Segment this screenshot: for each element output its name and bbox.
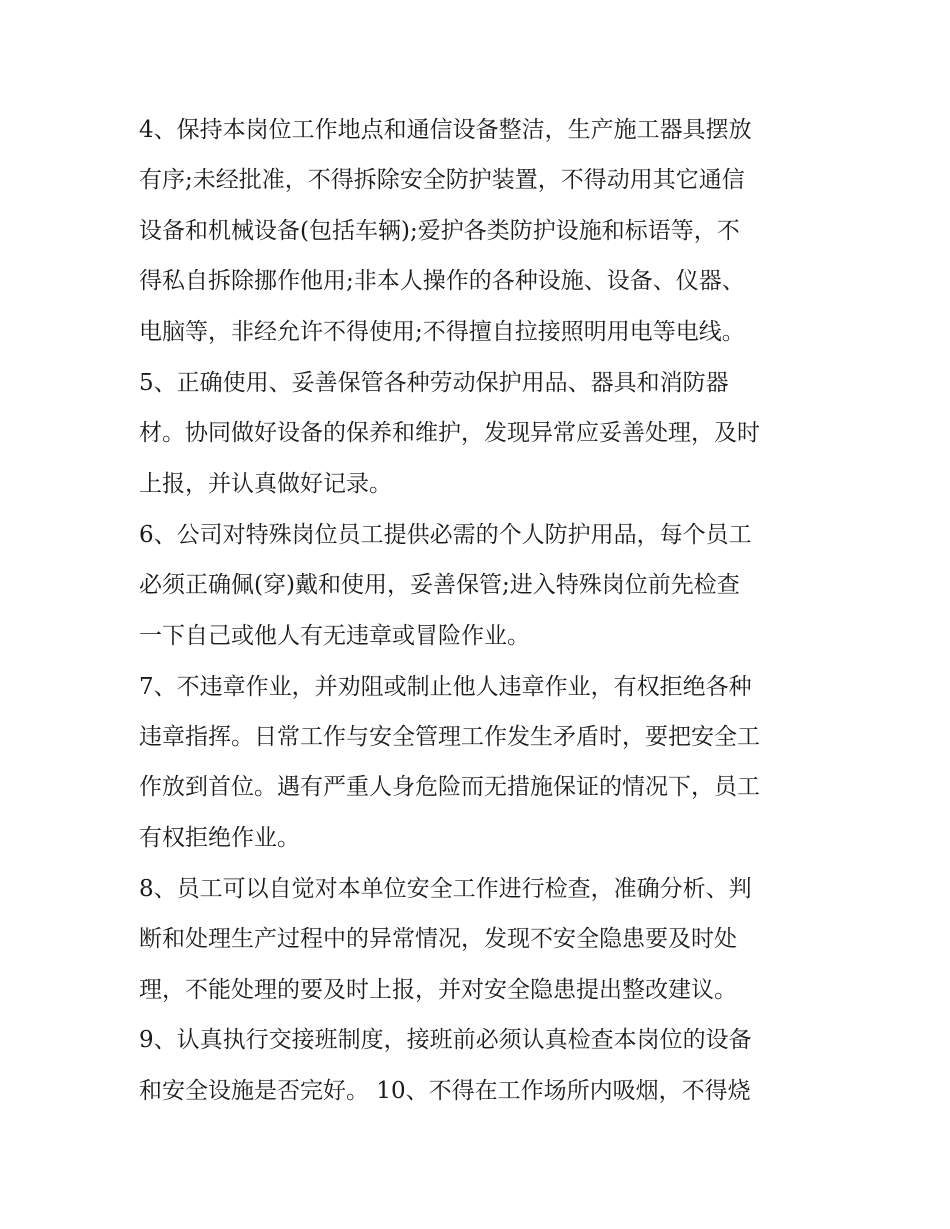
text-line: 得私自拆除挪作他用;非本人操作的各种设施、设备、仪器、 [139, 268, 745, 294]
text-line: 一下自己或他人有无违章或冒险作业。 [139, 623, 530, 649]
text-line: 7、不违章作业，并劝阻或制止他人违章作业，有权拒绝各种 [139, 674, 752, 700]
text-line: 6、公司对特殊岗位员工提供必需的个人防护用品，每个员工 [139, 522, 752, 548]
text-line: 上报，并认真做好记录。 [139, 471, 392, 497]
text-line: 材。协同做好设备的保养和维护，发现异常应妥善处理，及时 [139, 420, 760, 446]
text-line: 4、保持本岗位工作地点和通信设备整洁，生产施工器具摆放 [139, 117, 752, 143]
text-line: 设备和机械设备(包括车辆);爱护各类防护设施和标语等，不 [139, 218, 740, 244]
text-line: 和安全设施是否完好。 10、不得在工作场所内吸烟，不得烧 [139, 1078, 751, 1104]
text-line: 5、正确使用、妥善保管各种劳动保护用品、器具和消防器 [139, 370, 729, 396]
text-line: 有权拒绝作业。 [139, 825, 300, 851]
text-line: 9、认真执行交接班制度，接班前必须认真检查本岗位的设备 [139, 1027, 752, 1053]
text-line: 违章指挥。日常工作与安全管理工作发生矛盾时，要把安全工 [139, 724, 760, 750]
text-line: 电脑等，非经允许不得使用;不得擅自拉接照明用电等电线。 [139, 319, 745, 345]
text-line: 作放到首位。遇有严重人身危险而无措施保证的情况下，员工 [139, 774, 760, 800]
text-line: 断和处理生产过程中的异常情况，发现不安全隐患要及时处 [139, 926, 737, 952]
text-line: 必须正确佩(穿)戴和使用，妥善保管;进入特殊岗位前先检查 [139, 572, 740, 598]
text-line: 理，不能处理的要及时上报，并对安全隐患提出整改建议。 [139, 977, 737, 1003]
text-line: 8、员工可以自觉对本单位安全工作进行检查，准确分析、判 [139, 876, 752, 902]
text-line: 有序;未经批准，不得拆除安全防护装置，不得动用其它通信 [139, 167, 745, 193]
